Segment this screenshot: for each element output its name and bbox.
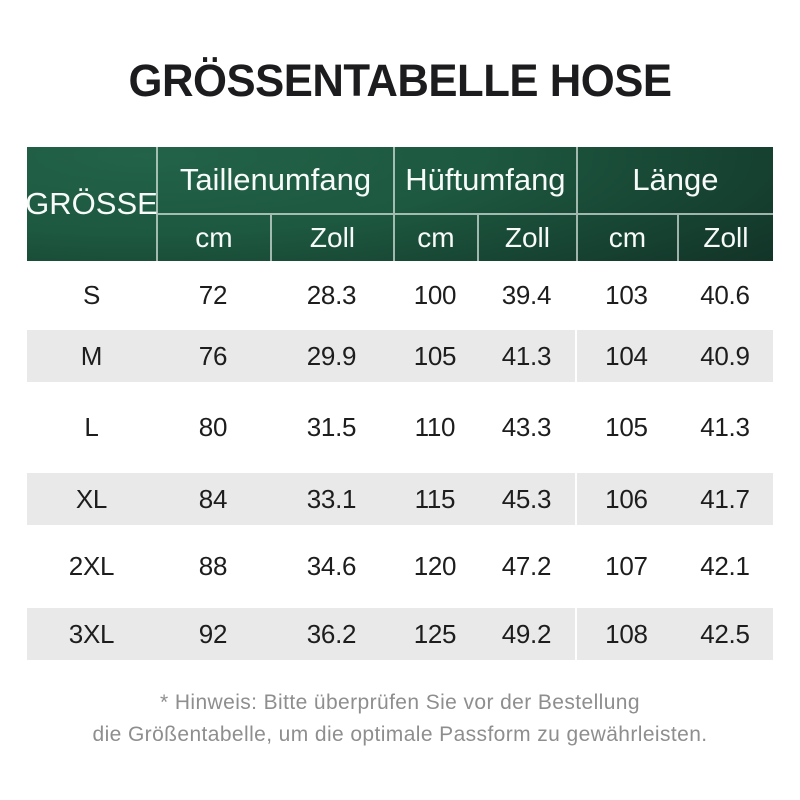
value-cell: 40.9 (700, 340, 750, 371)
value-cell: 41.7 (700, 483, 750, 514)
value-cell: 105 (605, 412, 648, 442)
value-cell: 41.3 (501, 340, 552, 371)
value-cell: 100 (413, 280, 457, 310)
value-cell: 88 (198, 551, 228, 581)
value-cell: 103 (605, 280, 648, 310)
size-table-header (27, 147, 773, 261)
value-cell: 41.3 (700, 412, 750, 442)
value-cell: 29.9 (306, 340, 357, 371)
size-label: S (82, 280, 100, 310)
value-cell: 108 (605, 618, 648, 649)
value-cell: 42.1 (700, 551, 750, 581)
footer-note-line1: * Hinweis: Bitte überprüfen Sie vor der Bestellung (160, 691, 640, 714)
value-cell: 72 (198, 280, 228, 310)
value-cell: 34.6 (306, 551, 357, 581)
header-length-zoll: Zoll (677, 213, 773, 261)
size-label: XL (75, 483, 108, 514)
value-cell: 40.6 (700, 280, 750, 310)
value-cell: 76 (198, 340, 228, 371)
header-group-waist: Taillenumfang (156, 147, 393, 213)
table-row (27, 261, 773, 330)
value-cell: 33.1 (306, 483, 357, 514)
table-row (27, 525, 773, 608)
value-cell: 80 (198, 412, 228, 442)
header-group-hip: Hüftumfang (393, 147, 576, 213)
page-title: GRÖSSENTABELLE HOSE (128, 55, 672, 106)
footer-note (0, 687, 800, 751)
table-row (27, 608, 773, 660)
value-cell: 39.4 (501, 280, 552, 310)
value-cell: 28.3 (306, 280, 357, 310)
value-cell: 120 (413, 551, 457, 581)
table-row (27, 382, 773, 473)
value-cell: 36.2 (306, 618, 357, 649)
header-size-column: GRÖSSE (25, 186, 158, 221)
value-cell: 106 (605, 483, 648, 514)
header-waist-cm: cm (156, 213, 270, 261)
value-cell: 49.2 (501, 618, 552, 649)
value-cell: 43.3 (501, 412, 552, 442)
value-cell: 47.2 (501, 551, 552, 581)
value-cell: 105 (413, 340, 457, 371)
size-label: 3XL (68, 618, 115, 649)
header-hip-zoll: Zoll (477, 213, 576, 261)
value-cell: 92 (198, 618, 228, 649)
table-row (27, 330, 773, 382)
size-label: M (80, 340, 103, 371)
value-cell: 104 (605, 340, 648, 371)
value-cell: 107 (605, 551, 648, 581)
header-group-length: Länge (576, 147, 773, 213)
footer-note-line2: die Größentabelle, um die optimale Passform zu gewährleisten. (92, 723, 708, 746)
header-hip-cm: cm (393, 213, 477, 261)
value-cell: 110 (414, 412, 456, 442)
size-label: L (84, 412, 99, 442)
value-cell: 45.3 (501, 483, 552, 514)
table-row (27, 473, 773, 525)
value-cell: 125 (413, 618, 457, 649)
size-label: 2XL (68, 551, 115, 581)
value-cell: 84 (198, 483, 228, 514)
value-cell: 31.5 (306, 412, 357, 442)
header-length-cm: cm (576, 213, 677, 261)
value-cell: 42.5 (700, 618, 750, 649)
value-cell: 115 (414, 483, 456, 514)
size-table-body (27, 261, 773, 660)
size-table (27, 147, 773, 660)
header-waist-zoll: Zoll (270, 213, 393, 261)
